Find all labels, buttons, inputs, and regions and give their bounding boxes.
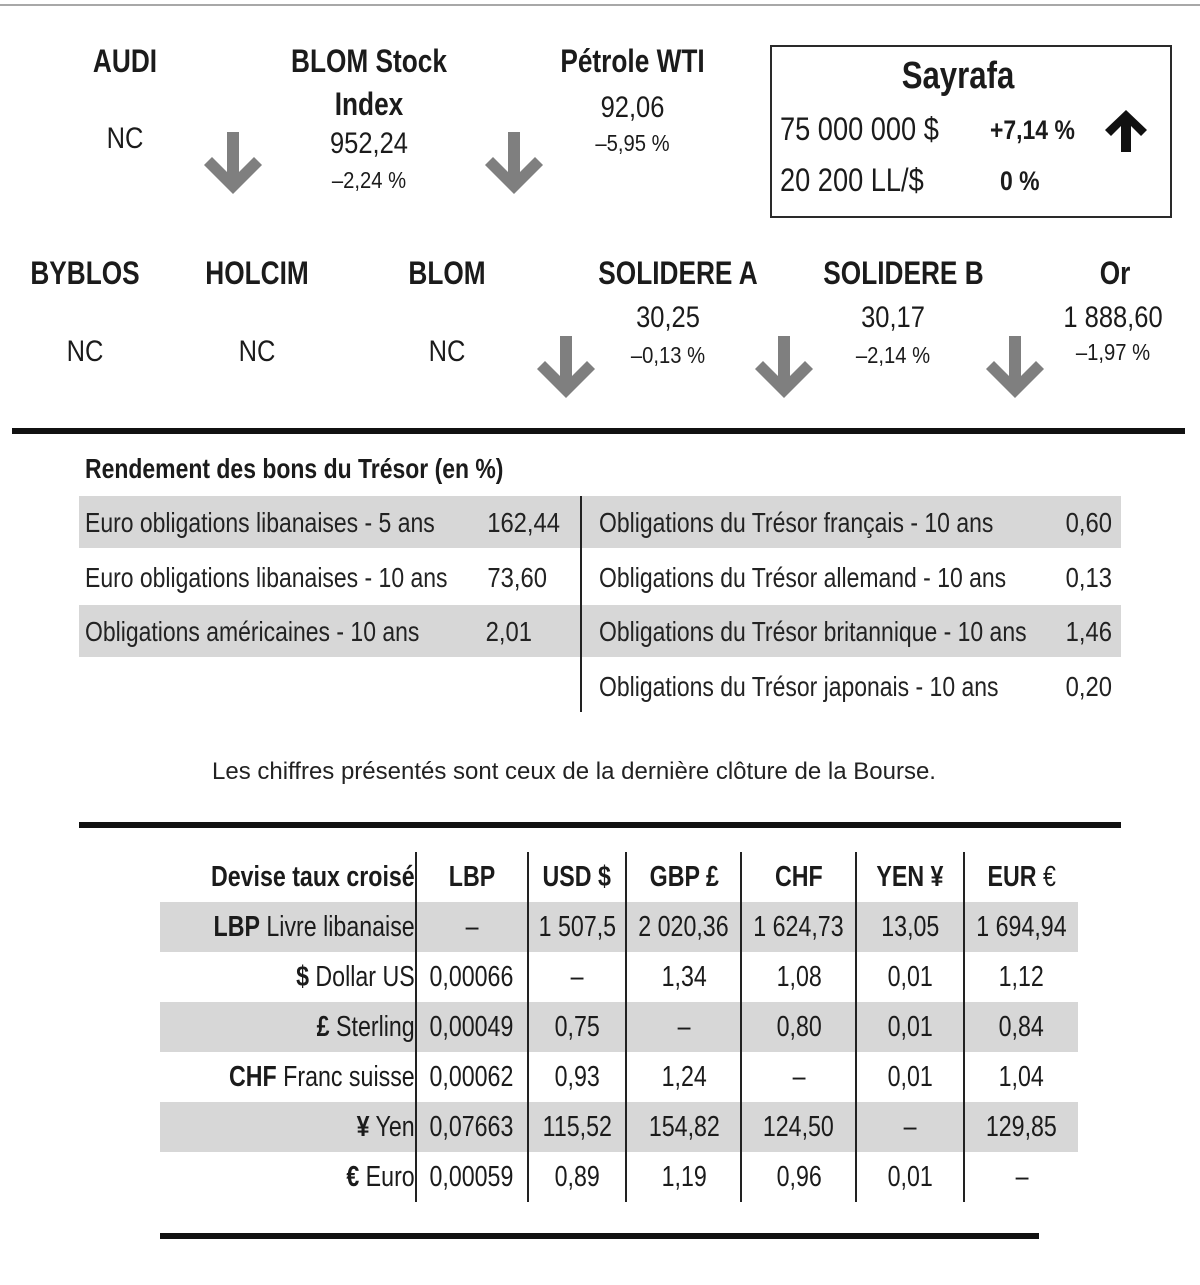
fx-col-header: LBP [416,852,528,902]
fx-cell: – [856,1102,964,1152]
ticker-solidere-a-change: –0,13 % [630,342,706,368]
fx-cell: 0,84 [964,1002,1078,1052]
closing-note: Les chiffres présentés sont ceux de la dernière clôture de la Bourse. [212,758,936,785]
fx-row-label: ¥ Yen [160,1102,416,1152]
fx-cell: 129,85 [964,1102,1078,1152]
treasury-right-label: Obligations du Trésor allemand - 10 ans [599,562,1007,593]
fx-cross-rates-table [160,852,1078,1202]
ticker-blom-name: BLOM [408,255,486,291]
fx-col-header: CHF [741,852,856,902]
fx-row-label: £ Sterling [160,1002,416,1052]
fx-cell: 0,01 [856,1002,964,1052]
ticker-blom-value: NC [428,335,466,368]
treasury-right-label: Obligations du Trésor britannique - 10 ans [599,616,1027,647]
fx-row [160,902,1078,952]
fx-cell: 0,07663 [416,1102,528,1152]
treasury-left-value: 73,60 [487,562,547,593]
fx-cell: 0,00066 [416,952,528,1002]
fx-cell: 1 624,73 [741,902,856,952]
ticker-wti-change: –5,95 % [595,130,670,156]
ticker-audi-value: NC [106,122,144,155]
treasury-left-label: Euro obligations libanaises - 5 ans [85,507,435,538]
fx-cell: – [741,1052,856,1102]
ticker-blom-index-name-2: Index [334,86,404,122]
ticker-wti-name: Pétrole WTI [560,43,705,79]
ticker-blom-index-name-1: BLOM Stock [290,43,447,79]
fx-cell: – [416,902,528,952]
fx-cell: 1,12 [999,960,1045,993]
fx-row [160,952,1078,1002]
fx-row-label: LBP Livre libanaise [160,902,416,952]
fx-cell: 13,05 [856,902,964,952]
fx-cell: 0,01 [856,952,964,1002]
ticker-blom-index-change: –2,24 % [331,167,407,193]
ticker-wti-value: 92,06 [600,91,665,124]
arrow-down-icon [484,132,544,194]
fx-header-row [160,852,1078,902]
ticker-solidere-b-change: –2,14 % [855,342,931,368]
fx-row-label: CHF Franc suisse [160,1052,416,1102]
fx-cell: 0,00059 [416,1152,528,1202]
arrow-up-icon [1105,110,1147,152]
ticker-gold-change: –1,97 % [1075,339,1151,365]
treasury-left-value: 162,44 [487,507,560,538]
ticker-gold-value: 1 888,60 [1063,301,1163,334]
sayrafa-volume: 75 000 000 $ [780,111,939,147]
fx-col-header: USD $ [528,852,627,902]
fx-cell: – [626,1002,741,1052]
sayrafa-rate: 20 200 LL/$ [780,162,924,198]
ticker-solidere-a-value: 30,25 [636,301,700,334]
arrow-down-icon [754,336,814,398]
fx-cell: 0,00049 [416,1002,528,1052]
ticker-solidere-a-name: SOLIDERE A [598,255,758,291]
ticker-solidere-b-value: 30,17 [861,301,925,334]
ticker-holcim-name: HOLCIM [205,255,309,291]
fx-cell: 0,00062 [416,1052,528,1102]
treasury-right-value: 0,13 [1065,562,1112,593]
ticker-solidere-b-name: SOLIDERE B [823,255,984,291]
fx-cell: 1,19 [626,1152,741,1202]
fx-cell: 0,75 [528,1002,627,1052]
fx-cell: 0,80 [741,1002,856,1052]
sayrafa-volume-change: +7,14 % [990,115,1075,145]
fx-col-header: YEN ¥ [856,852,964,902]
column-divider [580,496,582,712]
arrow-down-icon [203,132,263,194]
fx-cell: 1,34 [626,952,741,1002]
fx-row [160,1002,1078,1052]
fx-cell: 0,93 [528,1052,627,1102]
treasury-left-label: Obligations américaines - 10 ans [85,616,420,647]
treasury-right-value: 1,46 [1065,616,1112,647]
treasury-right-label: Obligations du Trésor français - 10 ans [599,507,994,538]
fx-cell: 0,01 [856,1152,964,1202]
fx-cell: 124,50 [741,1102,856,1152]
treasury-left-label: Euro obligations libanaises - 10 ans [85,562,448,593]
fx-bottom-rule [160,1233,1039,1239]
fx-cell: 1 694,94 [964,902,1078,952]
top-rule [0,4,1200,6]
arrow-down-icon [536,336,596,398]
ticker-blom-index-value: 952,24 [329,127,408,160]
fx-col-header: EUR € [987,860,1056,893]
treasury-right-value: 0,60 [1065,507,1112,538]
fx-cell: – [1015,1160,1029,1193]
ticker-byblos-value: NC [66,335,104,368]
fx-cell: 1,04 [999,1060,1045,1093]
fx-row [160,1052,1078,1102]
fx-cell: 154,82 [626,1102,741,1152]
ticker-gold-name: Or [1099,255,1131,291]
fx-cell: 1 507,5 [528,902,627,952]
fx-cell: 0,89 [528,1152,627,1202]
fx-row-label: $ Dollar US [160,952,416,1002]
section-divider [12,428,1185,434]
fx-cell: – [528,952,627,1002]
fx-top-rule [79,822,1121,828]
arrow-down-icon [985,336,1045,398]
treasury-left-value: 2,01 [485,616,532,647]
treasury-title: Rendement des bons du Trésor (en %) [85,453,504,484]
ticker-audi-name: AUDI [92,43,158,79]
fx-cell: 2 020,36 [626,902,741,952]
fx-cell: 0,01 [856,1052,964,1102]
fx-corner-header: Devise taux croisé [160,852,416,902]
fx-row [160,1102,1078,1152]
sayrafa-title: Sayrafa [901,55,1015,97]
ticker-byblos-name: BYBLOS [30,255,140,291]
fx-row-label: € Euro [160,1152,416,1202]
sayrafa-rate-change: 0 % [1000,166,1040,196]
ticker-holcim-value: NC [238,335,276,368]
treasury-right-value: 0,20 [1065,671,1112,702]
treasury-right-label: Obligations du Trésor japonais - 10 ans [599,671,999,702]
fx-cell: 115,52 [528,1102,627,1152]
fx-col-header: GBP £ [626,852,741,902]
fx-row [160,1152,1078,1202]
fx-cell: 0,96 [741,1152,856,1202]
fx-cell: 1,08 [741,952,856,1002]
fx-cell: 1,24 [626,1052,741,1102]
